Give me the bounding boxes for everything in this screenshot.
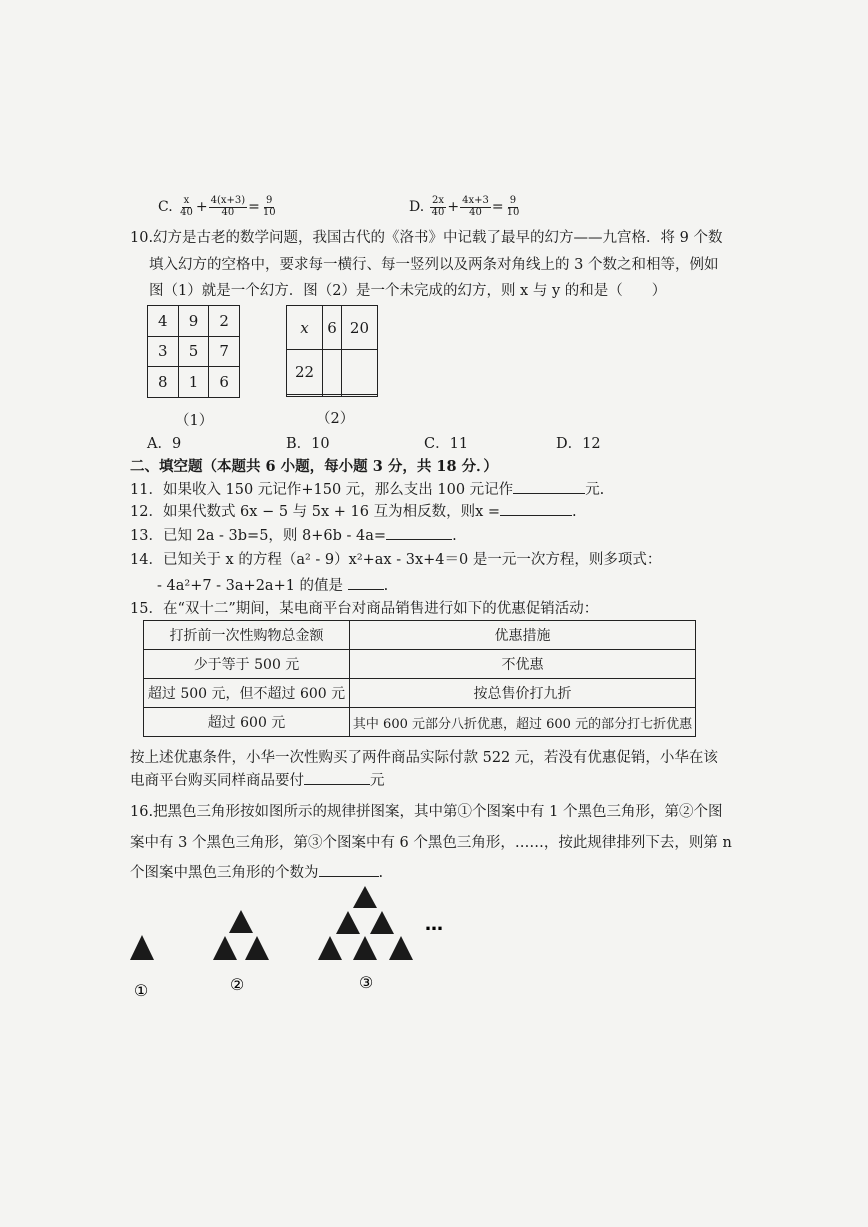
numerator: x — [183, 195, 190, 206]
option-label: C. — [158, 199, 173, 215]
q14-line-2 — [157, 579, 388, 594]
fraction — [209, 196, 248, 218]
fraction — [430, 196, 447, 218]
triangle-pattern-figure — [120, 880, 460, 1005]
grid-cell: 22 — [287, 350, 323, 394]
section-2-heading: 二、填空题（本题共 6 小题，每小题 3 分，共 18 分．） — [130, 458, 498, 475]
table-header-cell: 优惠措施 — [350, 621, 696, 650]
q16-line-1: 16.把黑色三角形按如图所示的规律拼图案，其中第①个图案中有 1 个黑色三角形，第②个图 — [130, 804, 723, 820]
q10-option-a: A．9 — [147, 436, 182, 452]
q10-line-3: 图（1）就是一个幻方．图（2）是一个未完成的幻方，则 x 与 y 的和是（ ） — [149, 283, 667, 299]
numerator: 4x+3 — [462, 195, 489, 206]
table-cell: 其中 600 元部分八折优惠，超过 600 元的部分打七折优惠 — [350, 708, 696, 737]
numerator: 9 — [266, 195, 273, 206]
black-triangle-icon — [370, 911, 394, 934]
answer-blank — [319, 875, 379, 877]
black-triangle-icon — [130, 935, 154, 960]
grid-cell: 7 — [209, 336, 240, 367]
grid-cell: 9 — [178, 306, 209, 337]
fraction — [505, 196, 522, 218]
answer-blank — [386, 538, 452, 540]
grid-cell — [341, 350, 377, 394]
grid-cell: 1 — [178, 367, 209, 398]
q14-tail: . — [383, 578, 389, 594]
black-triangle-icon — [213, 936, 237, 960]
table-row — [144, 708, 696, 737]
denominator: 40 — [431, 206, 445, 218]
grid-cell — [341, 394, 377, 396]
q11 — [130, 483, 604, 498]
denominator: 10 — [506, 206, 520, 218]
denominator: 40 — [180, 206, 193, 218]
q14-line-1: 14．已知关于 x 的方程（a² - 9）x²+ax - 3x+4＝0 是一元一次方程，则多项式： — [130, 552, 662, 568]
q16-line-3 — [130, 866, 383, 881]
q13-tail: . — [452, 528, 457, 544]
q9-option-d — [409, 196, 522, 218]
table-cell: 少于等于 500 元 — [144, 650, 350, 679]
black-triangle-icon — [353, 886, 377, 908]
grid-cell: 4 — [148, 306, 179, 337]
q11-text: 11．如果收入 150 元记作+150 元，那么支出 100 元记作 — [130, 482, 514, 498]
grid-cell: 5 — [178, 336, 209, 367]
answer-blank — [348, 588, 384, 590]
table-cell: 超过 500 元，但不超过 600 元 — [144, 679, 350, 708]
grid-cell: 6 — [323, 306, 342, 350]
q12-tail: . — [572, 504, 577, 520]
black-triangle-icon — [229, 910, 253, 933]
table-row — [144, 679, 696, 708]
figure-2-caption: （2） — [316, 411, 355, 427]
q10-option-c: C．11 — [424, 436, 469, 452]
q16-line-2: 案中有 3 个黑色三角形，第③个图案中有 6 个黑色三角形，……，按此规律排列下去，则第 n — [130, 835, 732, 851]
answer-blank — [513, 492, 585, 494]
pattern-label-3: ③ — [358, 973, 374, 992]
q12-text: 12．如果代数式 6x − 5 与 5x + 16 互为相反数，则x = — [130, 504, 501, 520]
denominator: 40 — [221, 206, 235, 218]
q13 — [130, 529, 457, 544]
table-cell: 超过 600 元 — [144, 708, 350, 737]
figure-1-caption: （1） — [175, 413, 214, 429]
denominator: 10 — [262, 206, 276, 218]
equals-sign: = — [248, 199, 260, 215]
magic-square-2 — [286, 305, 378, 397]
grid-cell — [323, 394, 342, 396]
q11-tail: 元. — [585, 482, 605, 498]
fraction — [460, 196, 491, 218]
table-header-cell: 打折前一次性购物总金额 — [144, 621, 350, 650]
plus-sign: + — [195, 199, 208, 215]
q15-line-2 — [130, 774, 385, 789]
answer-blank — [500, 514, 572, 516]
numerator: 2x — [432, 195, 445, 206]
grid-cell: 20 — [341, 306, 377, 350]
q16-tail: . — [378, 865, 384, 881]
table-row — [144, 650, 696, 679]
black-triangle-icon — [245, 936, 269, 960]
black-triangle-icon — [353, 936, 377, 960]
black-triangle-icon — [389, 936, 413, 960]
q10-line-1: 10.幻方是古老的数学问题，我国古代的《洛书》中记载了最早的幻方——九宫格．将 9 个数 — [130, 230, 723, 246]
grid-cell: 3 — [148, 336, 179, 367]
fraction — [178, 196, 195, 218]
black-triangle-icon — [318, 936, 342, 960]
q13-text: 13．已知 2a - 3b=5，则 8+6b - 4a= — [130, 528, 387, 544]
equals-sign: = — [491, 199, 504, 215]
numerator: 4(x+3) — [210, 195, 246, 206]
magic-square-1 — [147, 305, 240, 398]
q15-line-1: 按上述优惠条件，小华一次性购买了两件商品实际付款 522 元，若没有优惠促销，小华在该 — [130, 750, 718, 766]
denominator: 40 — [469, 206, 482, 218]
q15-tail: 元 — [370, 773, 385, 789]
grid-cell: 6 — [209, 367, 240, 398]
plus-sign: + — [447, 199, 460, 215]
numerator: 9 — [509, 195, 517, 206]
grid-cell: 2 — [209, 306, 240, 337]
q15-text: 电商平台购买同样商品要付 — [130, 773, 304, 789]
q10-line-2: 填入幻方的空格中，要求每一横行、每一竖列以及两条对角线上的 3 个数之和相等，例如 — [149, 257, 719, 273]
q9-option-c — [158, 196, 279, 218]
table-cell: 不优惠 — [350, 650, 696, 679]
table-cell: 按总售价打九折 — [350, 679, 696, 708]
pattern-label-1: ① — [133, 981, 149, 1000]
q12 — [130, 505, 577, 520]
ellipsis: … — [425, 914, 443, 935]
grid-cell — [323, 350, 342, 394]
discount-table — [143, 620, 696, 737]
grid-cell: 8 — [148, 367, 179, 398]
fraction — [261, 196, 278, 218]
grid-cell: x — [287, 306, 323, 350]
q16-text: 个图案中黑色三角形的个数为 — [130, 865, 319, 881]
q10-option-d: D．12 — [556, 436, 601, 452]
grid-cell — [287, 394, 323, 396]
pattern-label-2: ② — [229, 975, 245, 994]
option-label: D. — [409, 199, 425, 215]
black-triangle-icon — [336, 911, 360, 934]
table-row — [144, 621, 696, 650]
q14-text: - 4a²+7 - 3a+2a+1 的值是 — [157, 578, 344, 594]
q15-intro: 15．在“双十二”期间，某电商平台对商品销售进行如下的优惠促销活动： — [130, 601, 599, 617]
q10-option-b: B．10 — [286, 436, 330, 452]
answer-blank — [304, 783, 370, 785]
